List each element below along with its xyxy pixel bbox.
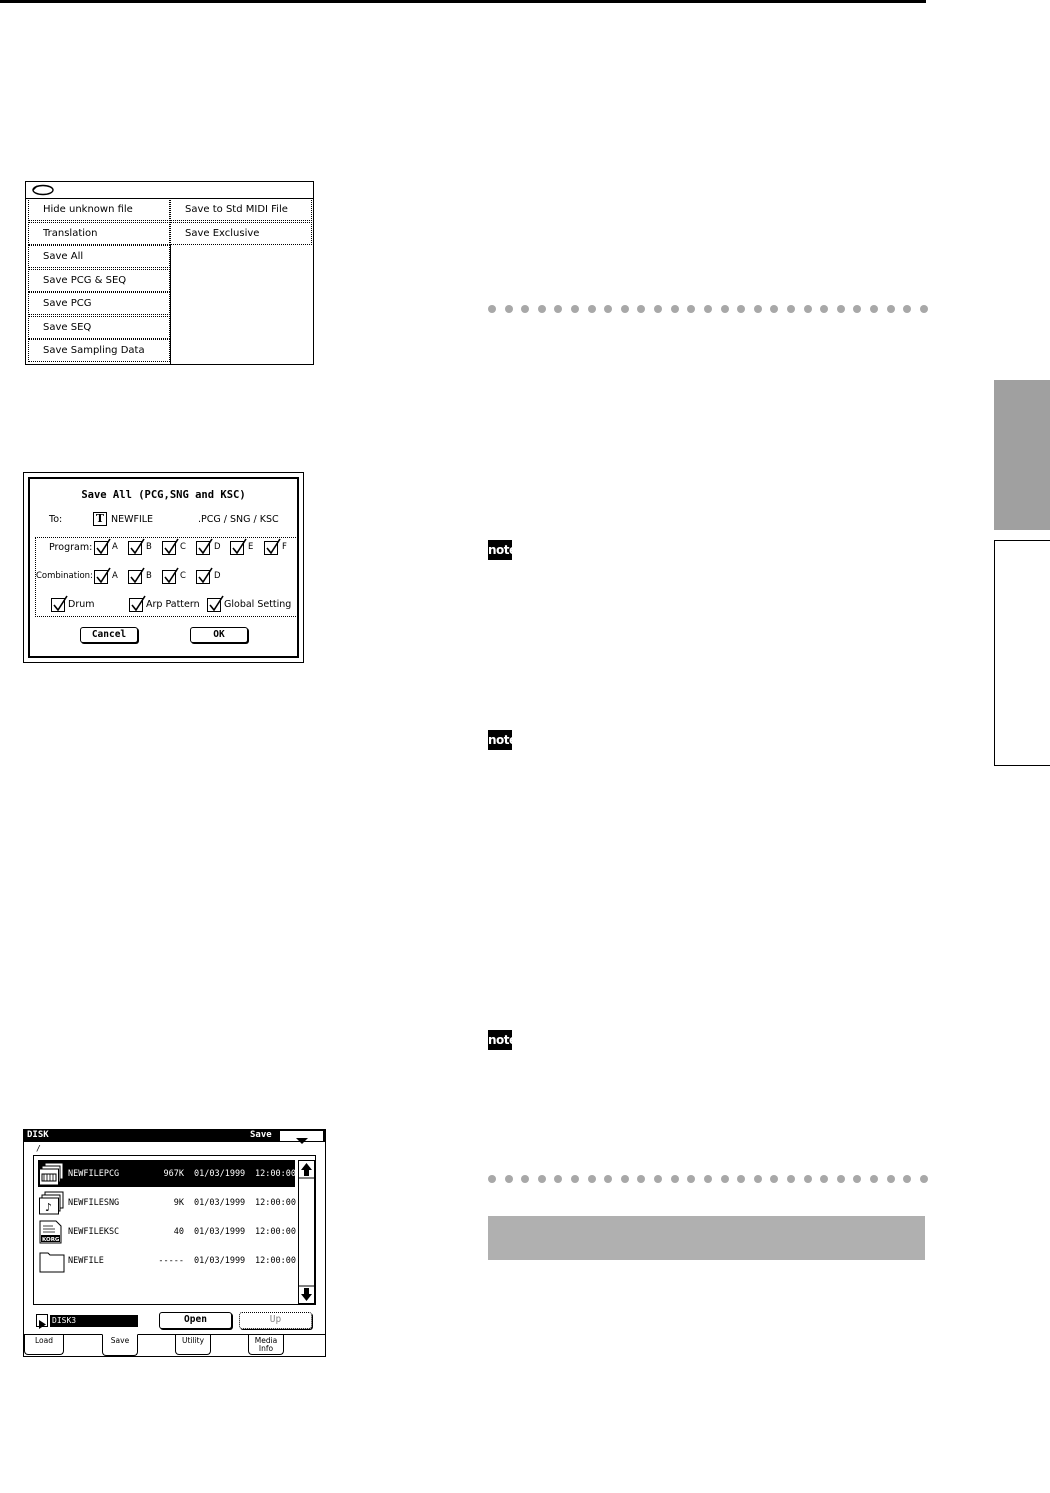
menu-column-divider (170, 245, 171, 364)
separator-dot (554, 1175, 562, 1183)
separator-dot (571, 305, 579, 313)
mode-label: Save (250, 1130, 272, 1140)
separator-dot (804, 305, 812, 313)
page-menu (25, 181, 314, 365)
program-bank-checkbox[interactable] (128, 541, 142, 555)
separator-dot (687, 305, 695, 313)
separator-dot (804, 1175, 812, 1183)
separator-dot (538, 305, 546, 313)
arp-pattern-checkbox[interactable] (129, 598, 143, 612)
dotted-separator (488, 1175, 928, 1185)
combination-bank-checkbox[interactable] (162, 570, 176, 584)
separator-dot (903, 305, 911, 313)
separator-dot (637, 305, 645, 313)
separator-dot (554, 305, 562, 313)
tab-media[interactable]: Media Info (248, 1335, 284, 1355)
tab-save[interactable]: Save (102, 1334, 138, 1356)
file-name: NEWFILE (68, 1256, 104, 1266)
file-size: 40 (173, 1227, 184, 1237)
combination-label: Combination: (36, 571, 93, 581)
extensions-label: .PCG / SNG / KSC (198, 514, 279, 525)
korg-file-icon (39, 1220, 64, 1242)
file-date: 01/03/1999 (194, 1227, 246, 1237)
menu-item[interactable]: Translation (28, 222, 170, 245)
separator-dot (621, 305, 629, 313)
chevron-down-icon (280, 1136, 323, 1146)
global-setting-checkbox[interactable] (207, 598, 221, 612)
separator-dot (505, 1175, 513, 1183)
tab-utility[interactable]: Utility (175, 1335, 211, 1355)
menu-item[interactable]: Save PCG (28, 292, 170, 315)
separator-dot (671, 1175, 679, 1183)
program-bank-label: C (180, 542, 186, 552)
disk-title: DISK (27, 1130, 49, 1140)
song-file-icon (39, 1191, 64, 1213)
menu-item[interactable]: Hide unknown file (28, 198, 170, 221)
tab-load[interactable]: Load (24, 1335, 64, 1355)
menu-item[interactable]: Save Sampling Data (28, 339, 170, 362)
open-button[interactable]: Open (159, 1312, 232, 1329)
separator-dot (488, 305, 496, 313)
combination-bank-label: C (180, 571, 186, 581)
separator-dot (538, 1175, 546, 1183)
arp-pattern-label: Arp Pattern (146, 599, 200, 610)
separator-dot (654, 305, 662, 313)
text-edit-icon[interactable]: T (93, 512, 107, 526)
menu-item[interactable]: Save Exclusive (170, 222, 312, 245)
separator-dot (654, 1175, 662, 1183)
ok-button[interactable]: OK (190, 627, 248, 643)
file-time: 12:00:00 (255, 1198, 296, 1208)
separator-dot (671, 305, 679, 313)
separator-dot (604, 305, 612, 313)
separator-dot (887, 305, 895, 313)
separator-dot (521, 305, 529, 313)
separator-dot (837, 1175, 845, 1183)
file-size: 9K (173, 1198, 184, 1208)
separator-dot (870, 305, 878, 313)
svg-text:♪: ♪ (45, 1201, 53, 1214)
menu-item[interactable]: Save All (28, 245, 170, 268)
separator-dot (787, 305, 795, 313)
scroll-up-icon (301, 1163, 312, 1176)
combination-bank-checkbox[interactable] (94, 570, 108, 584)
separator-dot (588, 305, 596, 313)
menu-item[interactable]: Save PCG & SEQ (28, 269, 170, 292)
program-bank-checkbox[interactable] (196, 541, 210, 555)
separator-dot (637, 1175, 645, 1183)
file-time: 12:00:00 (255, 1169, 296, 1179)
svg-text:KORG: KORG (42, 1237, 60, 1243)
note-icon: note (488, 1030, 512, 1050)
file-name: NEWFILEPCG (68, 1169, 120, 1179)
separator-dot (521, 1175, 529, 1183)
file-date: 01/03/1999 (194, 1198, 246, 1208)
file-size: 967K (163, 1169, 184, 1179)
separator-dot (853, 305, 861, 313)
folder-icon (39, 1249, 64, 1271)
scroll-down-icon (301, 1288, 312, 1301)
separator-dot (754, 1175, 762, 1183)
drive-select-button[interactable] (36, 1314, 48, 1327)
drum-label: Drum (68, 599, 95, 610)
separator-dot (820, 305, 828, 313)
separator-dot (837, 305, 845, 313)
separator-dot (721, 1175, 729, 1183)
file-time: 12:00:00 (255, 1227, 296, 1237)
section-tab-active (994, 380, 1050, 530)
separator-dot (505, 305, 513, 313)
program-bank-label: F (282, 542, 287, 552)
scrollbar[interactable] (298, 1160, 315, 1304)
separator-dot (588, 1175, 596, 1183)
drive-name[interactable]: DISK3 (50, 1315, 138, 1327)
separator-dot (621, 1175, 629, 1183)
menu-icon (31, 184, 57, 196)
play-icon (37, 1319, 47, 1330)
note-icon: note (488, 540, 512, 560)
separator-dot (704, 305, 712, 313)
global-setting-label: Global Setting (224, 599, 292, 610)
section-heading-bar (488, 1216, 925, 1260)
program-bank-label: E (248, 542, 254, 552)
separator-dot (488, 1175, 496, 1183)
program-bank-label: D (214, 542, 221, 552)
dotted-separator (488, 305, 928, 315)
menu-title-bar (26, 182, 313, 199)
file-time: 12:00:00 (255, 1256, 296, 1266)
separator-dot (820, 1175, 828, 1183)
program-bank-checkbox[interactable] (264, 541, 278, 555)
separator-dot (870, 1175, 878, 1183)
separator-dot (754, 305, 762, 313)
separator-dot (704, 1175, 712, 1183)
combination-bank-label: A (112, 571, 118, 581)
program-label: Program: (49, 542, 93, 553)
pcg-file-icon (39, 1162, 64, 1184)
combination-bank-checkbox[interactable] (196, 570, 210, 584)
program-bank-checkbox[interactable] (162, 541, 176, 555)
separator-dot (920, 1175, 928, 1183)
program-bank-checkbox[interactable] (230, 541, 244, 555)
to-label: To: (49, 514, 63, 525)
file-size: ----- (158, 1256, 184, 1266)
current-path: / (36, 1144, 41, 1153)
separator-dot (604, 1175, 612, 1183)
program-bank-label: B (146, 542, 152, 552)
drum-checkbox[interactable] (51, 598, 65, 612)
combination-bank-checkbox[interactable] (128, 570, 142, 584)
separator-dot (737, 1175, 745, 1183)
filename-field[interactable]: NEWFILE (111, 514, 154, 525)
separator-dot (687, 1175, 695, 1183)
menu-item[interactable]: Save to Std MIDI File (170, 198, 312, 221)
dialog-title: Save All (PCG,SNG and KSC) (81, 489, 246, 501)
separator-dot (770, 305, 778, 313)
file-name: NEWFILESNG (68, 1198, 120, 1208)
combination-bank-label: B (146, 571, 152, 581)
cancel-button[interactable]: Cancel (80, 627, 138, 643)
program-bank-label: A (112, 542, 118, 552)
separator-dot (721, 305, 729, 313)
file-date: 01/03/1999 (194, 1256, 246, 1266)
separator-dot (853, 1175, 861, 1183)
separator-dot (787, 1175, 795, 1183)
separator-dot (571, 1175, 579, 1183)
note-icon: note (488, 730, 512, 750)
separator-dot (903, 1175, 911, 1183)
section-tab (994, 540, 1050, 766)
file-name: NEWFILEKSC (68, 1227, 120, 1237)
top-rule (0, 0, 926, 3)
combination-bank-label: D (214, 571, 221, 581)
page-menu-button[interactable] (280, 1131, 323, 1141)
file-date: 01/03/1999 (194, 1169, 246, 1179)
up-button[interactable]: Up (239, 1312, 312, 1329)
separator-dot (770, 1175, 778, 1183)
menu-item[interactable]: Save SEQ (28, 316, 170, 339)
separator-dot (887, 1175, 895, 1183)
separator-dot (737, 305, 745, 313)
separator-dot (920, 305, 928, 313)
program-bank-checkbox[interactable] (94, 541, 108, 555)
